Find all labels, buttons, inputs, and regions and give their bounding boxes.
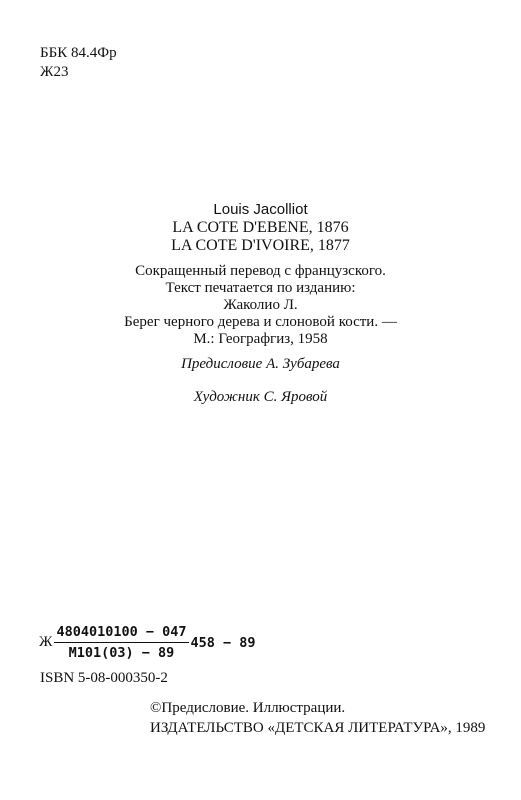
author-mark: Ж23 xyxy=(40,64,69,80)
original-edition-info xyxy=(0,201,521,255)
edition-line-1: Сокращенный перевод с французского. xyxy=(135,263,386,279)
catalog-code-fraction xyxy=(54,624,188,661)
catalog-code-denominator: М101(03) − 89 xyxy=(68,645,175,661)
copyright-line-1: ©Предисловие. Иллюстрации. xyxy=(150,700,346,716)
catalog-code-suffix: 458 − 89 xyxy=(190,634,256,651)
original-title-2: LA COTE D'IVOIRE, 1877 xyxy=(171,237,350,254)
catalog-code-prefix: Ж xyxy=(39,634,53,650)
copyright-line-2: ИЗДАТЕЛЬСТВО «ДЕТСКАЯ ЛИТЕРАТУРА», 1989 xyxy=(150,720,486,736)
translation-source-info xyxy=(0,263,521,348)
edition-line-5: М.: Географгиз, 1958 xyxy=(193,331,328,347)
catalog-code-numerator: 4804010100 − 047 xyxy=(54,624,188,643)
bbk-code: ББК 84.4Фр xyxy=(40,45,117,61)
original-author: Louis Jacolliot xyxy=(213,201,308,218)
artist-credit: Художник С. Яровой xyxy=(193,389,328,405)
isbn: ISBN 5-08-000350-2 xyxy=(40,670,168,686)
original-title-1: LA COTE D'EBENE, 1876 xyxy=(172,219,349,236)
classification-codes xyxy=(40,44,117,82)
catalog-code xyxy=(39,624,256,661)
edition-line-3: Жаколио Л. xyxy=(223,297,298,313)
preface-credit: Предисловие А. Зубарева xyxy=(181,356,340,372)
edition-line-4: Берег черного дерева и слоновой кости. — xyxy=(124,314,397,330)
copyright-notice xyxy=(150,698,485,738)
edition-line-2: Текст печатается по изданию: xyxy=(165,280,356,296)
